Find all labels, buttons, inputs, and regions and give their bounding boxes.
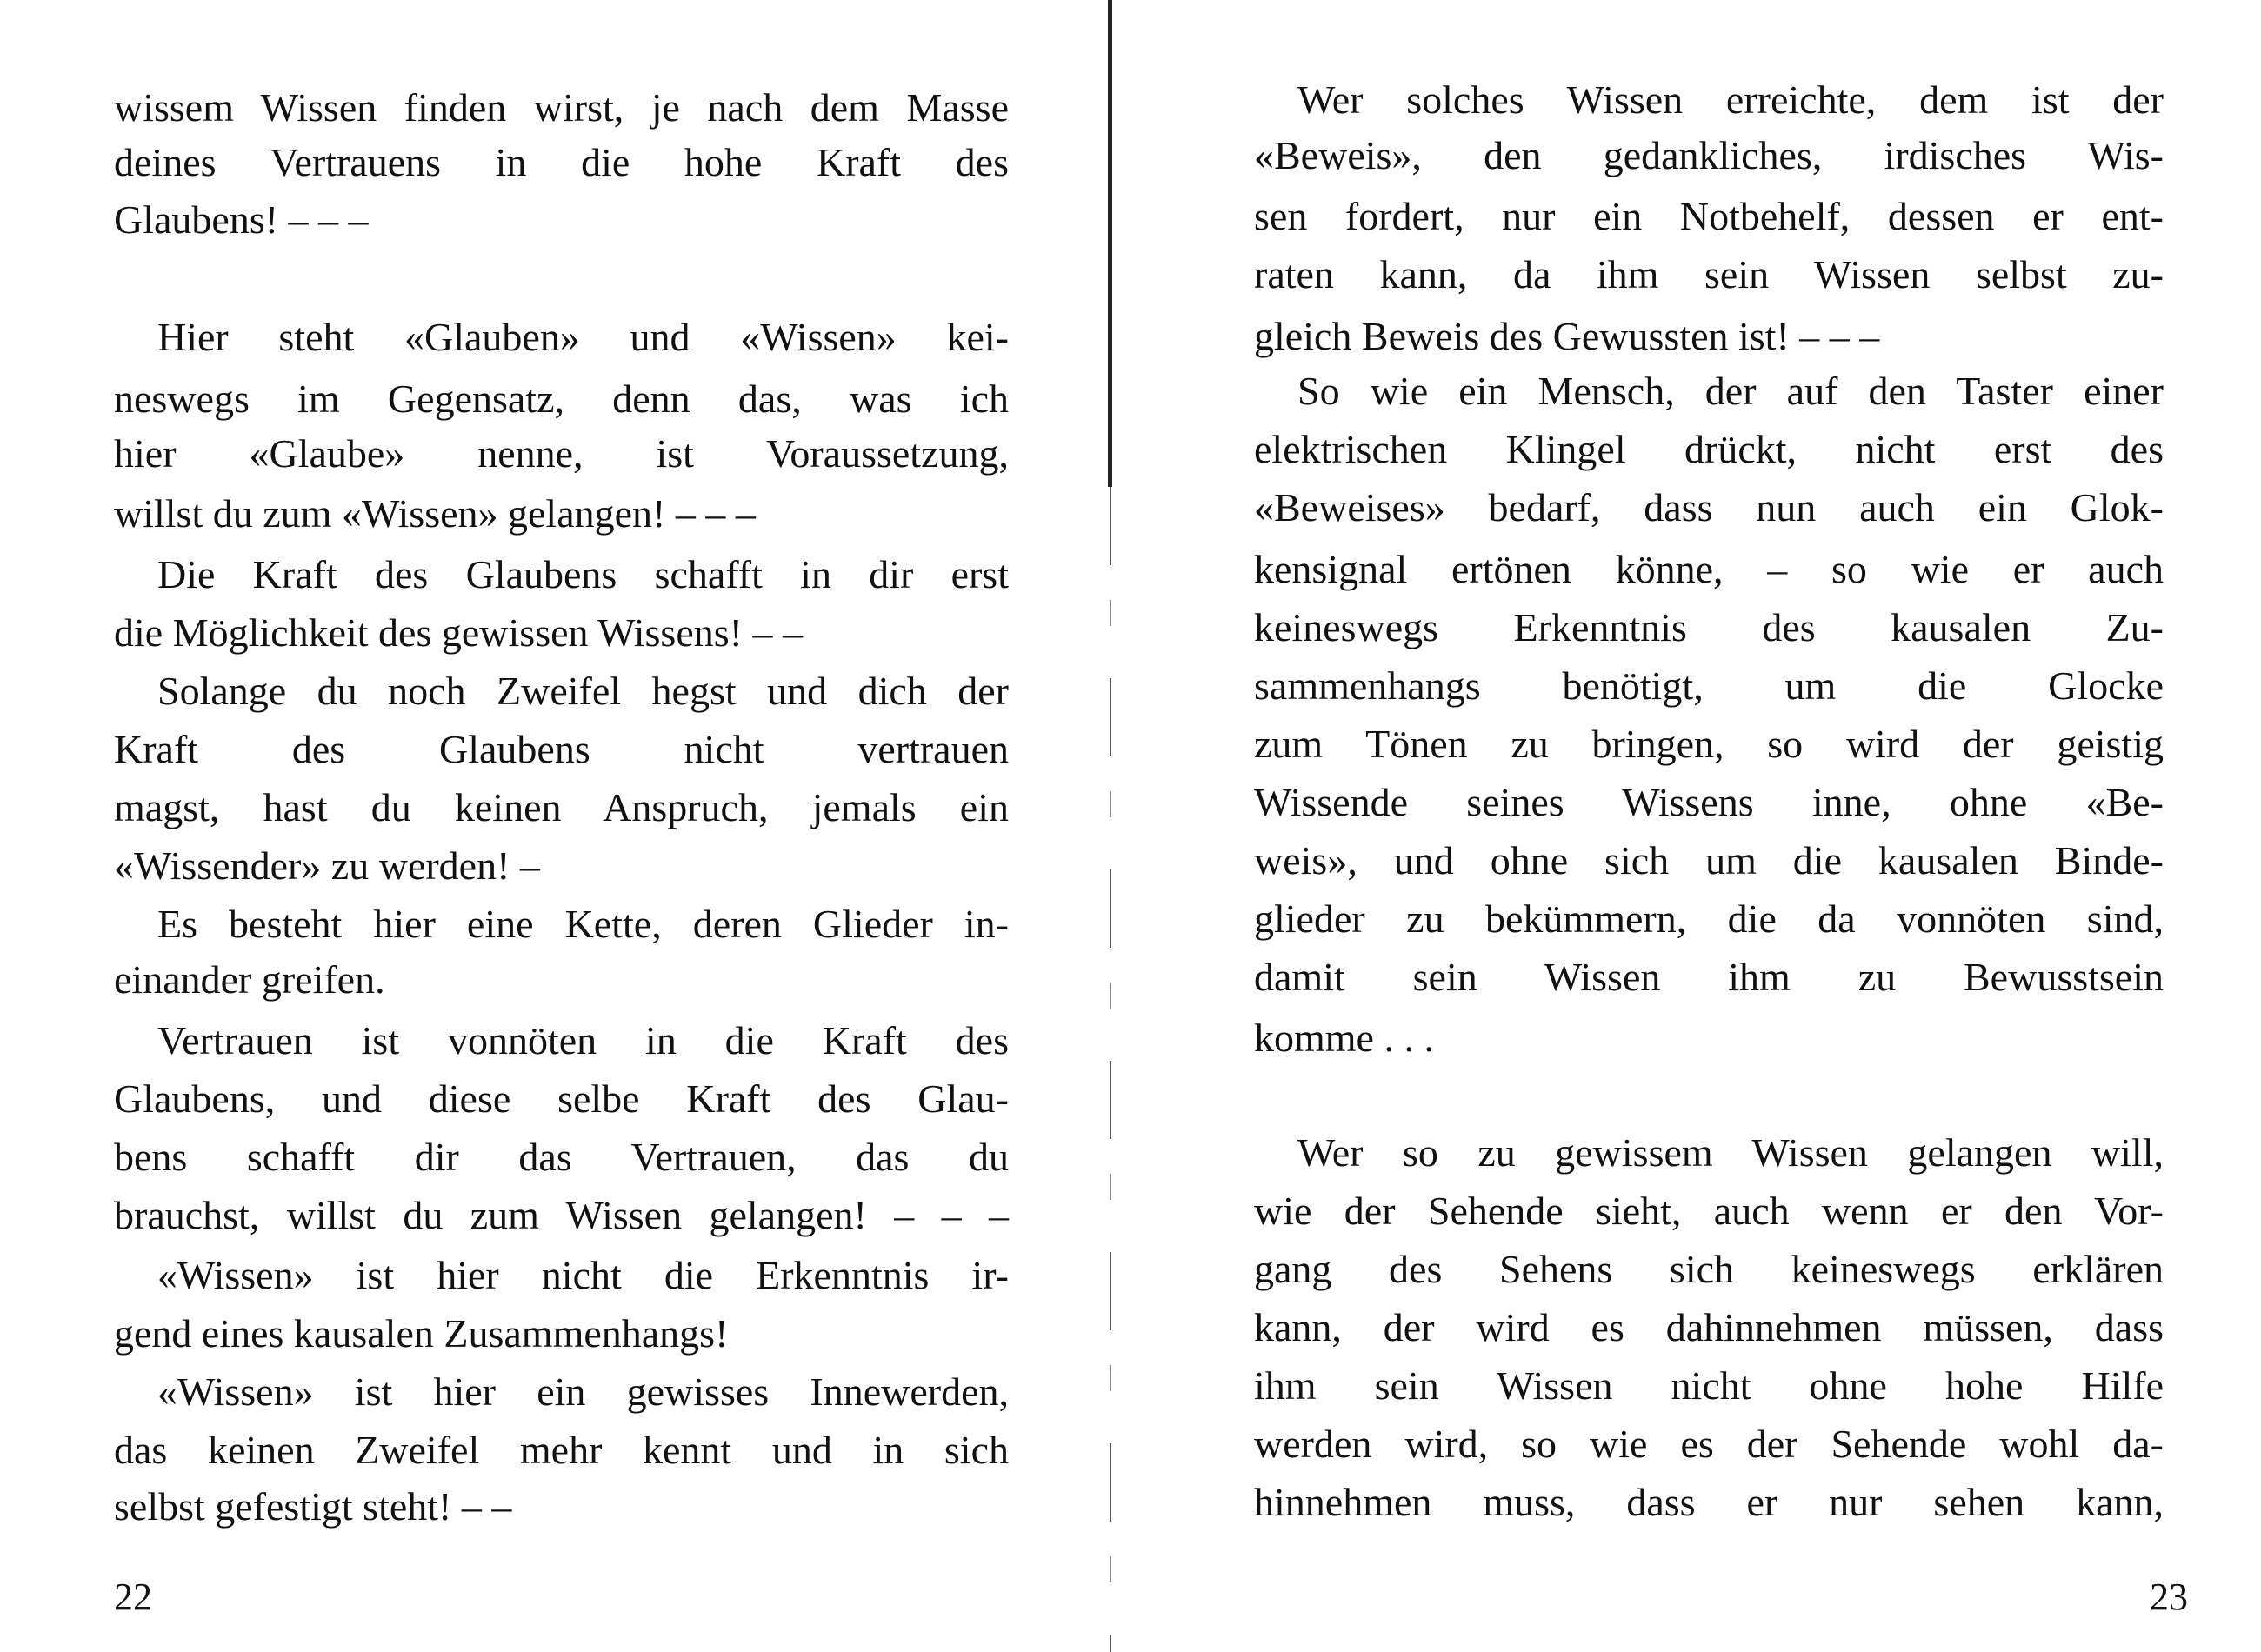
- book-gutter: [1108, 0, 1112, 487]
- text-line: einander greifen.: [114, 957, 385, 1002]
- text-line: Hier steht «Glauben» und «Wissen» kei-: [157, 315, 1009, 359]
- text-line: Glaubens! – – –: [114, 197, 369, 242]
- text-line: «Wissen» ist hier ein gewisses Innewerden,: [157, 1369, 1009, 1414]
- text-line: gleich Beweis des Gewussten ist! – – –: [1254, 314, 1880, 358]
- text-line: gang des Sehens sich keineswegs erklären: [1254, 1247, 2164, 1291]
- text-line: sen fordert, nur ein Notbehelf, dessen er ent-: [1254, 194, 2164, 238]
- text-line: raten kann, da ihm sein Wissen selbst zu-: [1254, 252, 2164, 296]
- text-line: elektrischen Klingel drückt, nicht erst des: [1254, 427, 2164, 471]
- text-line: Kraft des Glaubens nicht vertrauen: [114, 727, 1009, 771]
- text-line: «Beweises» bedarf, dass nun auch ein Glok-: [1254, 485, 2164, 530]
- text-line: hinnehmen muss, dass er nur sehen kann,: [1254, 1480, 2164, 1524]
- text-line: Wer solches Wissen erreichte, dem ist der: [1297, 77, 2164, 122]
- text-line: willst du zum «Wissen» gelangen! – – –: [114, 491, 756, 536]
- text-line: wie der Sehende sieht, auch wenn er den Vor-: [1254, 1189, 2164, 1233]
- text-line: kensignal ertönen könne, – so wie er auch: [1254, 547, 2164, 591]
- text-line: das keinen Zweifel mehr kennt und in sich: [114, 1428, 1009, 1472]
- page-number: 22: [114, 1575, 152, 1618]
- text-line: werden wird, so wie es der Sehende wohl da-: [1254, 1422, 2164, 1466]
- page-number: 23: [2150, 1575, 2188, 1618]
- text-line: gend eines kausalen Zusammenhangs!: [114, 1311, 729, 1356]
- text-line: glieder zu bekümmern, die da vonnöten sind,: [1254, 896, 2164, 941]
- text-line: Glaubens, und diese selbe Kraft des Glau-: [114, 1076, 1009, 1121]
- right-page: [1122, 0, 2261, 1652]
- text-line: sammenhangs benötigt, um die Glocke: [1254, 663, 2164, 708]
- text-line: Wer so zu gewissem Wissen gelangen will,: [1297, 1130, 2164, 1175]
- text-line: hier «Glaube» nenne, ist Voraussetzung,: [114, 431, 1009, 476]
- text-line: kann, der wird es dahinnehmen müssen, dass: [1254, 1305, 2164, 1349]
- text-line: «Wissender» zu werden! –: [114, 843, 540, 888]
- text-line: weis», und ohne sich um die kausalen Binde-: [1254, 838, 2164, 883]
- text-line: Wissende seines Wissens inne, ohne «Be-: [1254, 780, 2164, 824]
- text-line: bens schafft dir das Vertrauen, das du: [114, 1135, 1009, 1179]
- text-line: brauchst, willst du zum Wissen gelangen! – – –: [114, 1193, 1009, 1237]
- text-line: «Beweis», den gedankliches, irdisches Wis-: [1254, 133, 2164, 177]
- book-gutter-shadow: [1110, 487, 1111, 1652]
- text-line: keineswegs Erkenntnis des kausalen Zu-: [1254, 605, 2164, 649]
- text-line: zum Tönen zu bringen, so wird der geistig: [1254, 722, 2164, 766]
- text-line: Solange du noch Zweifel hegst und dich der: [157, 669, 1009, 713]
- text-line: Es besteht hier eine Kette, deren Glieder in-: [157, 902, 1009, 946]
- text-line: damit sein Wissen ihm zu Bewusstsein: [1254, 955, 2164, 999]
- text-line: die Möglichkeit des gewissen Wissens! – –: [114, 610, 803, 655]
- text-line: selbst gefestigt steht! – –: [114, 1484, 512, 1529]
- text-line: komme . . .: [1254, 1016, 1434, 1060]
- text-line: neswegs im Gegensatz, denn das, was ich: [114, 376, 1009, 421]
- text-line: wissem Wissen finden wirst, je nach dem Masse: [114, 85, 1009, 130]
- text-line: «Wissen» ist hier nicht die Erkenntnis ir-: [157, 1253, 1009, 1297]
- text-line: Die Kraft des Glaubens schafft in dir erst: [157, 552, 1009, 596]
- text-line: Vertrauen ist vonnöten in die Kraft des: [157, 1018, 1009, 1062]
- text-line: So wie ein Mensch, der auf den Taster einer: [1297, 369, 2164, 413]
- text-line: ihm sein Wissen nicht ohne hohe Hilfe: [1254, 1363, 2164, 1408]
- left-page: [0, 0, 1122, 1652]
- text-line: magst, hast du keinen Anspruch, jemals ein: [114, 785, 1009, 829]
- text-line: deines Vertrauens in die hohe Kraft des: [114, 140, 1009, 184]
